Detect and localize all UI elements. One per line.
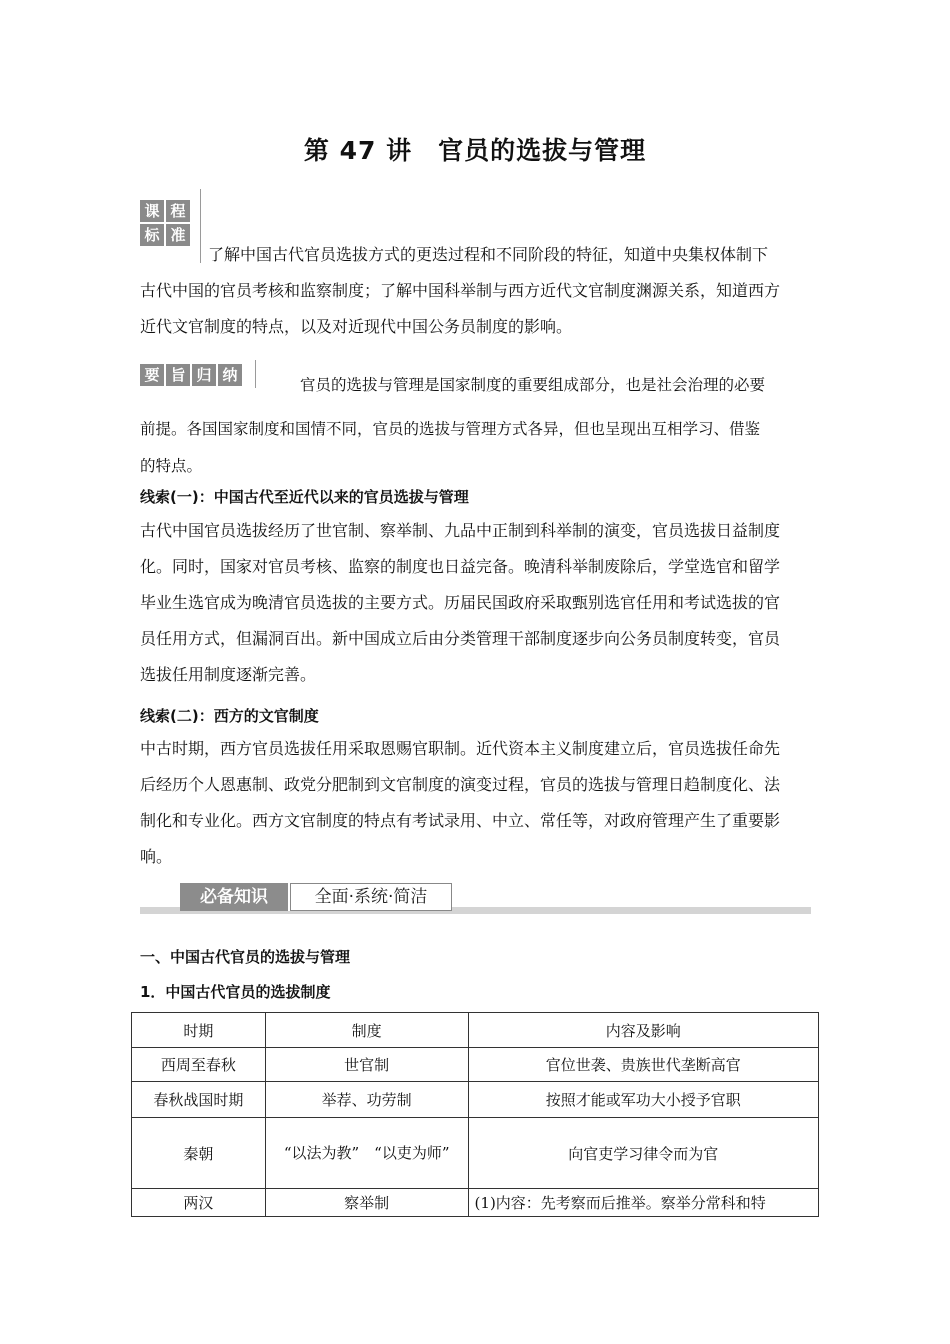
badge-char: 归 — [192, 364, 216, 386]
part-heading: 一、中国古代官员的选拔与管理 — [140, 948, 351, 966]
badge-char: 旨 — [166, 364, 190, 386]
text-line: 毕业生选官成为晚清官员选拔的主要方式。历届民国政府采取甄别选官任用和考试选拔的官 — [140, 593, 781, 612]
table-cell: 春秋战国时期 — [132, 1082, 266, 1118]
text-line: 员任用方式，但漏洞百出。新中国成立后由分类管理干部制度逐步向公务员制度转变，官员 — [140, 629, 781, 648]
table-cell: 向官吏学习律令而为官 — [468, 1118, 818, 1189]
text-line: 前提。各国国家制度和国情不同，官员的选拔与管理方式各异，但也呈现出互相学习、借鉴 — [140, 420, 761, 438]
page-title: 第 47 讲 官员的选拔与管理 — [303, 136, 647, 165]
table-row — [132, 1082, 819, 1118]
text-line: 制化和专业化。西方文官制度的特点有考试录用、中立、常任等，对政府管理产生了重要影 — [140, 811, 781, 830]
table-cell: 秦朝 — [132, 1118, 266, 1189]
table-cell: 官位世袭、贵族世代垄断高官 — [468, 1048, 818, 1082]
badge-char: 要 — [140, 364, 164, 386]
clue2-heading: 线索(二)：西方的文官制度 — [140, 707, 319, 725]
text-line: 化。同时，国家对官员考核、监察的制度也日益完备。晚清科举制废除后，学堂选官和留学 — [140, 557, 781, 576]
section-bar-subtitle: 全面·系统·简洁 — [290, 883, 452, 911]
table-cell: 按照才能或军功大小授予官职 — [468, 1082, 818, 1118]
curriculum-text — [140, 237, 812, 345]
text-line: 后经历个人恩惠制、政党分肥制到文官制度的演变过程，官员的选拔与管理日趋制度化、法 — [140, 775, 781, 794]
section-bar — [140, 881, 811, 915]
badge-char: 准 — [166, 224, 190, 246]
clue1-text — [140, 513, 812, 693]
section-bar-label: 必备知识 — [180, 883, 288, 911]
table-cell: (1)内容：先考察而后推举。察举分常科和特 — [468, 1189, 818, 1217]
table-cell: “以法为教” “以吏为师” — [265, 1118, 468, 1189]
text-line: 了解中国古代官员选拔方式的更迭过程和不同阶段的特征，知道中央集权体制下 — [208, 245, 769, 264]
table-row — [132, 1189, 819, 1217]
sub-heading: 1．中国古代官员的选拔制度 — [140, 983, 331, 1001]
table-header-row — [132, 1013, 819, 1048]
text-line: 响。 — [140, 847, 173, 866]
text-line: 的特点。 — [140, 457, 203, 475]
table-cell: 两汉 — [132, 1189, 266, 1217]
text-line: 选拔任用制度逐渐完善。 — [140, 665, 317, 684]
clue1-heading: 线索(一)：中国古代至近代以来的官员选拔与管理 — [140, 488, 469, 506]
table-row — [132, 1048, 819, 1082]
table-cell: 举荐、功劳制 — [265, 1082, 468, 1118]
badge-char: 标 — [140, 224, 164, 246]
table-cell: 世官制 — [265, 1048, 468, 1082]
table-header-cell: 时期 — [132, 1013, 266, 1048]
table-cell: 西周至春秋 — [132, 1048, 266, 1082]
text-line: 近代文官制度的特点，以及对近现代中国公务员制度的影响。 — [140, 317, 573, 336]
text-line: 古代中国官员选拔经历了世官制、察举制、九品中正制到科举制的演变，官员选拔日益制度 — [140, 521, 781, 540]
table-header-cell: 内容及影响 — [468, 1013, 818, 1048]
clue2-text — [140, 731, 812, 875]
table-row — [132, 1118, 819, 1189]
text-line: 中古时期，西方官员选拔任用采取恩赐官职制。近代资本主义制度建立后，官员选拔任命先 — [140, 739, 781, 758]
text-line: 官员的选拔与管理是国家制度的重要组成部分，也是社会治理的必要 — [300, 376, 766, 394]
table-cell: 察举制 — [265, 1189, 468, 1217]
table-header-cell: 制度 — [265, 1013, 468, 1048]
selection-system-table — [131, 1012, 819, 1217]
text-line: 古代中国的官员考核和监察制度；了解中国科举制与西方近代文官制度渊源关系，知道西方 — [140, 281, 781, 300]
badge-char: 纳 — [218, 364, 242, 386]
badge-char: 课 — [140, 200, 164, 222]
badge-char: 程 — [166, 200, 190, 222]
summary-text — [140, 363, 812, 481]
